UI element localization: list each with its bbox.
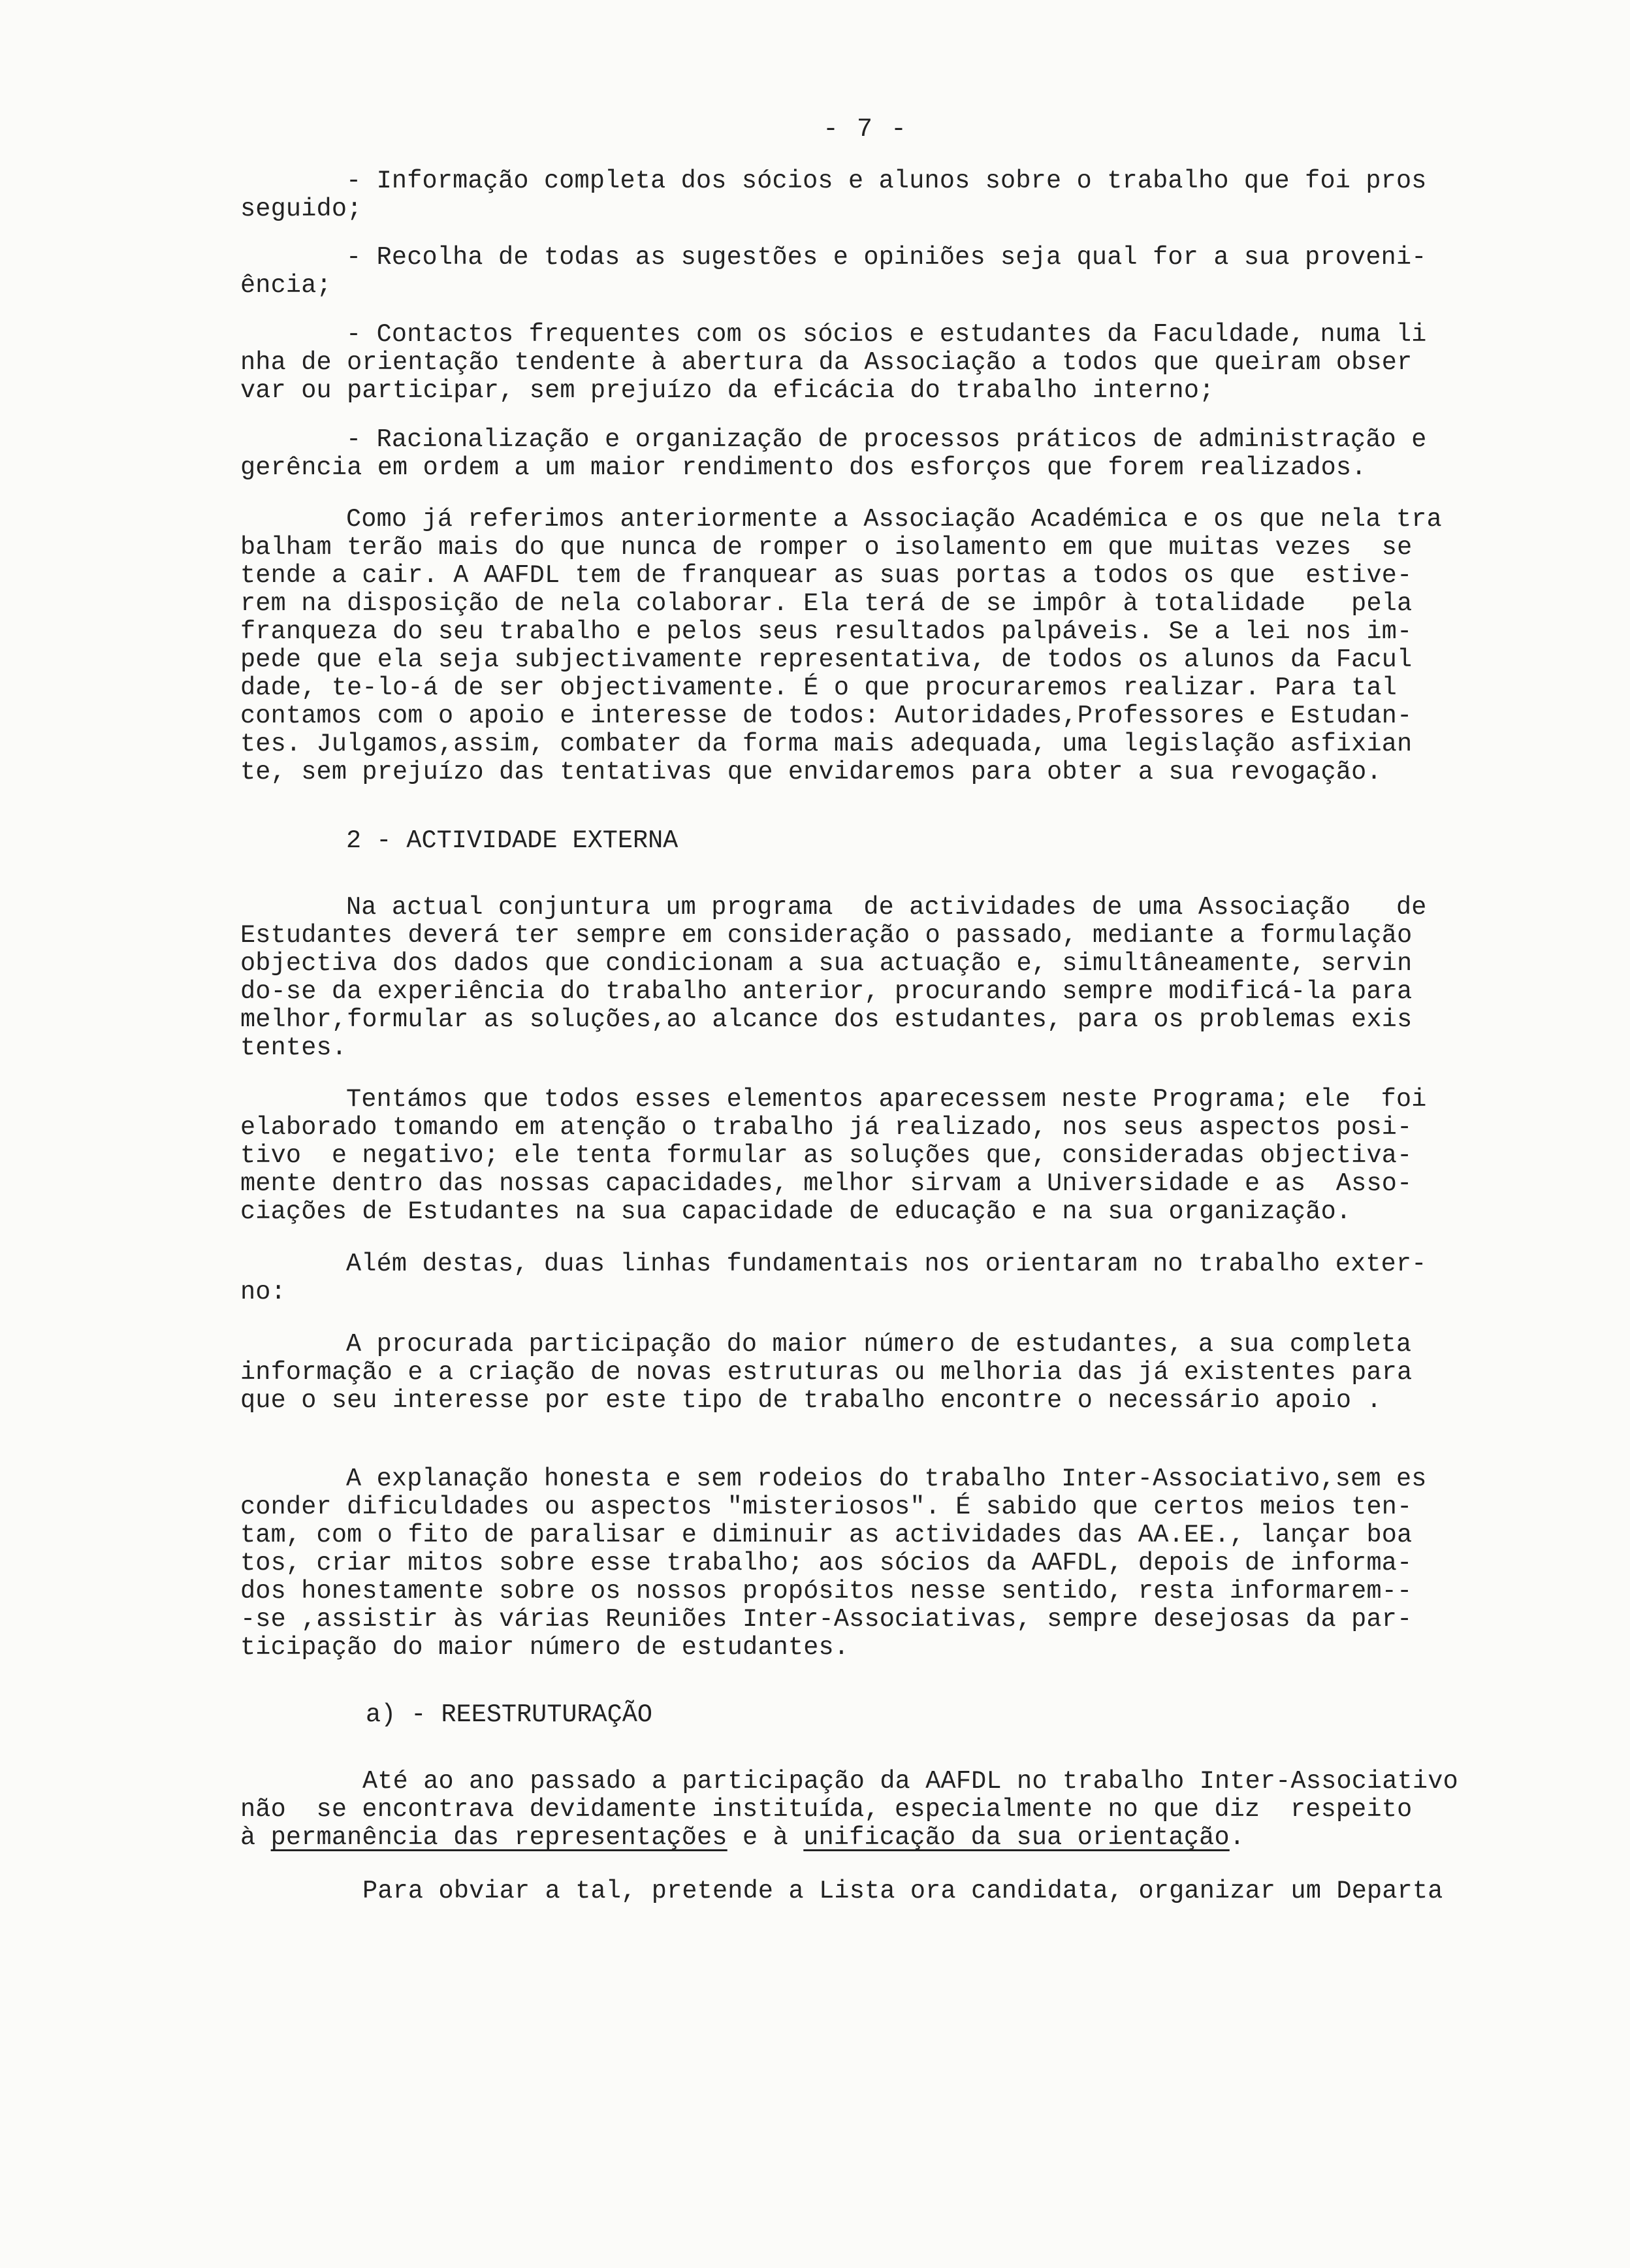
text-line: balham terão mais do que nunca de romper o isolamento em que muitas vezes se <box>240 533 1413 562</box>
text-line: tos, criar mitos sobre esse trabalho; aos sócios da AAFDL, depois de informa- <box>240 1549 1413 1578</box>
text-line: Além destas, duas linhas fundamentais nos orientaram no trabalho exter- <box>346 1250 1427 1278</box>
text-line: tentes. <box>240 1033 347 1062</box>
underlined-phrase: permanência das representações <box>270 1823 727 1852</box>
text-line: pede que ela seja subjectivamente representativa, de todos os alunos da Facul <box>240 645 1413 674</box>
text-line: tivo e negativo; ele tenta formular as soluções que, consideradas objectiva- <box>240 1141 1413 1170</box>
text-line: - Contactos frequentes com os sócios e estudantes da Faculdade, numa li <box>346 320 1427 349</box>
text-line: - Recolha de todas as sugestões e opiniões seja qual for a sua proveni- <box>346 243 1427 272</box>
text-line: dos honestamente sobre os nossos propósitos nesse sentido, resta informarem-- <box>240 1577 1413 1606</box>
text-line: objectiva dos dados que condicionam a sua actuação e, simultâneamente, servin <box>240 949 1413 978</box>
text-line: tam, com o fito de paralisar e diminuir as actividades das AA.EE., lançar boa <box>240 1521 1413 1549</box>
text-line: que o seu interesse por este tipo de trabalho encontre o necessário apoio . <box>240 1386 1382 1415</box>
text-line: não se encontrava devidamente instituída, especialmente no que diz respeito <box>240 1795 1413 1824</box>
section-heading: 2 - ACTIVIDADE EXTERNA <box>346 826 679 855</box>
text-line: seguido; <box>240 195 362 223</box>
text-line: conder dificuldades ou aspectos "misteriosos". É sabido que certos meios ten- <box>240 1493 1413 1521</box>
subsection-heading: a) - REESTRUTURAÇÃO <box>366 1700 652 1729</box>
text-line: contamos com o apoio e interesse de todos: Autoridades,Professores e Estudan- <box>240 702 1413 730</box>
text-line: Até ao ano passado a participação da AAFDL no trabalho Inter-Associativo <box>362 1767 1458 1796</box>
text-line: informação e a criação de novas estruturas ou melhoria das já existentes para <box>240 1358 1413 1387</box>
page-number: - 7 - <box>823 115 908 144</box>
text-line: Estudantes deverá ter sempre em consideração o passado, mediante a formulação <box>240 921 1413 950</box>
text-line: nha de orientação tendente à abertura da Associação a todos que queiram obser <box>240 348 1413 377</box>
text-line: te, sem prejuízo das tentativas que envidaremos para obter a sua revogação. <box>240 758 1382 786</box>
text-line: ciações de Estudantes na sua capacidade de educação e na sua organização. <box>240 1197 1352 1226</box>
text-line: à permanência das representações e à unificação da sua orientação. <box>240 1823 1245 1852</box>
text-line: mente dentro das nossas capacidades, melhor sirvam a Universidade e as Asso- <box>240 1169 1413 1198</box>
text-line: dade, te-lo-á de ser objectivamente. É o que procuraremos realizar. Para tal <box>240 673 1398 702</box>
text-line: Como já referimos anteriormente a Associação Académica e os que nela tra <box>346 505 1442 534</box>
text-line: ticipação do maior número de estudantes. <box>240 1633 850 1662</box>
text-line: var ou participar, sem prejuízo da eficácia do trabalho interno; <box>240 376 1215 405</box>
underlined-phrase: unificação da sua orientação <box>803 1823 1230 1852</box>
text-line: rem na disposição de nela colaborar. Ela terá de se impôr à totalidade pela <box>240 589 1413 618</box>
text-line: - Informação completa dos sócios e alunos sobre o trabalho que foi pros <box>346 167 1427 195</box>
text-line: Para obviar a tal, pretende a Lista ora candidata, organizar um Departa <box>362 1877 1443 1905</box>
text-line: A procurada participação do maior número de estudantes, a sua completa <box>346 1330 1412 1359</box>
text-line: elaborado tomando em atenção o trabalho já realizado, nos seus aspectos posi- <box>240 1113 1413 1142</box>
text-line: no: <box>240 1278 286 1306</box>
text-line: tes. Julgamos,assim, combater da forma mais adequada, uma legislação asfixian <box>240 730 1413 758</box>
text-line: A explanação honesta e sem rodeios do trabalho Inter-Associativo,sem es <box>346 1465 1427 1493</box>
text-line: ência; <box>240 271 332 300</box>
text-line: tende a cair. A AAFDL tem de franquear as suas portas a todos os que estive- <box>240 561 1413 590</box>
text-line: Na actual conjuntura um programa de actividades de uma Associação de <box>346 893 1427 922</box>
text-line: Tentámos que todos esses elementos aparecessem neste Programa; ele foi <box>346 1085 1427 1114</box>
text-line: franqueza do seu trabalho e pelos seus resultados palpáveis. Se a lei nos im- <box>240 617 1413 646</box>
text-line: melhor,formular as soluções,ao alcance dos estudantes, para os problemas exis <box>240 1005 1413 1034</box>
text-line: -se ,assistir às várias Reuniões Inter-Associativas, sempre desejosas da par- <box>240 1605 1413 1634</box>
text-line: gerência em ordem a um maior rendimento dos esforços que forem realizados. <box>240 453 1367 482</box>
text-line: do-se da experiência do trabalho anterior, procurando sempre modificá-la para <box>240 977 1413 1006</box>
text-line: - Racionalização e organização de processos práticos de administração e <box>346 425 1427 454</box>
